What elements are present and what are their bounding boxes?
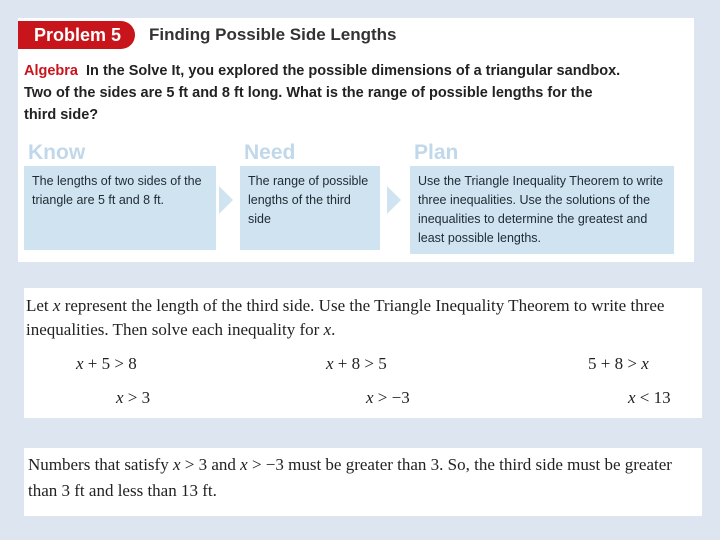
solution-rest: < 13 <box>635 388 671 407</box>
solution-panel <box>24 288 702 418</box>
variable-x: x <box>366 388 374 407</box>
variable-x: x <box>76 354 84 373</box>
inequality-3 <box>588 354 649 374</box>
variable-x: x <box>641 354 649 373</box>
problem-badge: Problem 5 <box>18 21 135 49</box>
plan-column <box>410 140 674 254</box>
arrow-right-icon <box>219 186 233 214</box>
problem-title: Finding Possible Side Lengths <box>149 25 397 44</box>
conclusion-part: > 3 and <box>180 455 241 474</box>
solution-intro <box>26 294 696 342</box>
variable-x: x <box>116 388 124 407</box>
know-column <box>24 140 216 250</box>
need-box: The range of possible lengths of the third side <box>240 166 380 250</box>
problem-statement <box>24 60 624 126</box>
solution-rest: > −3 <box>373 388 410 407</box>
know-box: The lengths of two sides of the triangle are 5 ft and 8 ft. <box>24 166 216 250</box>
inequality-1 <box>76 354 137 374</box>
need-column <box>240 140 380 250</box>
arrow-right-icon <box>387 186 401 214</box>
inequality-2 <box>326 354 387 374</box>
solution-3 <box>628 388 671 408</box>
solution-rest: > 3 <box>123 388 151 407</box>
need-heading: Need <box>244 141 296 164</box>
know-heading: Know <box>28 141 86 164</box>
inequality-rest: + 5 > 8 <box>83 354 137 373</box>
intro-text: Let <box>26 296 53 315</box>
inequality-rest: 5 + 8 > <box>588 354 642 373</box>
problem-question: In the Solve It, you explored the possible dimensions of a triangular sandbox. Two of the sides are 5 ft and 8 ft long. What is the range of possible lengths for the third side? <box>24 63 621 123</box>
problem-panel <box>18 18 694 262</box>
solution-1 <box>116 388 150 408</box>
plan-heading: Plan <box>414 141 459 164</box>
conclusion-panel <box>24 448 702 516</box>
inequality-rest: + 8 > 5 <box>333 354 387 373</box>
intro-text: represent the length of the third side. Use the Triangle Inequality Theorem to write three inequalities. Then solve each inequality for <box>26 296 665 339</box>
plan-box: Use the Triangle Inequality Theorem to write three inequalities. Use the solutions of the inequalities to determine the greatest and least possible lengths. <box>410 166 674 254</box>
solution-2 <box>366 388 410 408</box>
algebra-tag: Algebra <box>24 63 78 79</box>
variable-x: x <box>52 296 61 315</box>
variable-x: x <box>326 354 334 373</box>
conclusion-text <box>28 452 696 504</box>
variable-x: x <box>240 455 248 474</box>
problem-header <box>18 18 694 52</box>
variable-x: x <box>172 455 181 474</box>
intro-text: . <box>331 320 336 339</box>
variable-x: x <box>628 388 636 407</box>
variable-x: x <box>323 320 332 339</box>
conclusion-part: > −3 must be greater than 3. So, the third side must be greater than 3 ft and less than 13 ft. <box>28 455 672 500</box>
conclusion-part: Numbers that satisfy <box>28 455 173 474</box>
